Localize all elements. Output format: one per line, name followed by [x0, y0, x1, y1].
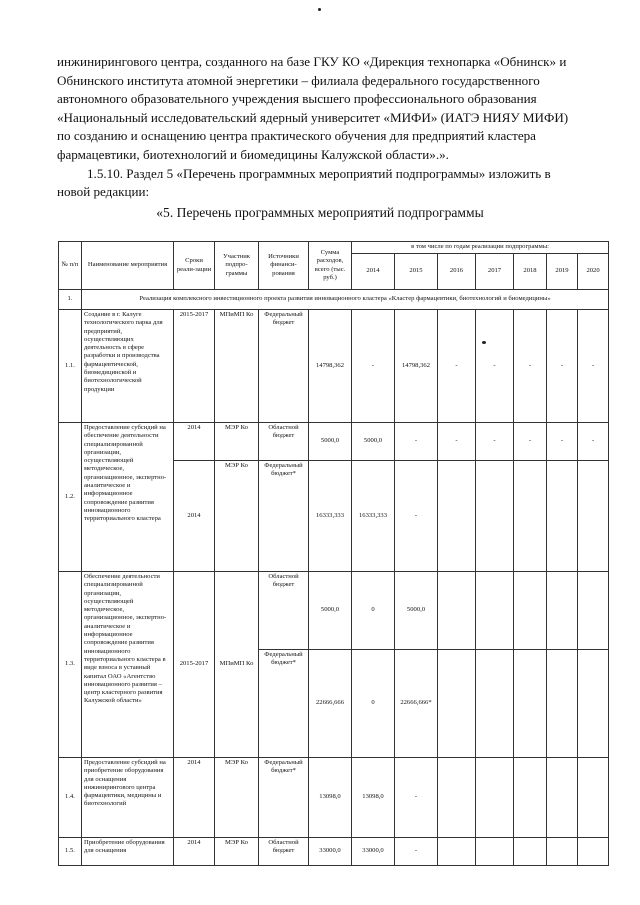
table-row [59, 572, 609, 650]
row-year-empty [547, 572, 578, 650]
header-term: Сроки реали-зации [174, 242, 215, 290]
row-year-value: - [352, 310, 395, 423]
row-term: 2015-2017 [174, 572, 215, 758]
row-participant: МПиМП Ко [215, 310, 259, 423]
row-year-value: - [578, 423, 609, 461]
row-year-value: - [476, 423, 514, 461]
row-year-empty [547, 650, 578, 758]
row-name: Приобретение оборудования для оснащения [82, 838, 174, 866]
row-year-empty [438, 572, 476, 650]
row-year-value: 5000,0 [395, 572, 438, 650]
row-year-value: - [395, 461, 438, 572]
row-num: 1.5. [59, 838, 82, 866]
row-year-empty [578, 838, 609, 866]
row-year-value: 13098,0 [352, 758, 395, 838]
row-num: 1.1. [59, 310, 82, 423]
row-source: Областной бюджет [259, 572, 309, 650]
row-year-value: 22666,666* [395, 650, 438, 758]
row-num: 1.2. [59, 423, 82, 572]
row-total: 5000,0 [309, 572, 352, 650]
header-year: 2014 [352, 254, 395, 290]
row-year-value: - [578, 310, 609, 423]
row-year-value: - [476, 310, 514, 423]
row-year-empty [578, 758, 609, 838]
row-year-empty [514, 572, 547, 650]
row-participant: МПиМП Ко [215, 572, 259, 758]
row-term: 2014 [174, 758, 215, 838]
row-year-empty [476, 758, 514, 838]
row-source: Федеральный бюджет* [259, 758, 309, 838]
row-year-empty [476, 461, 514, 572]
header-year: 2020 [578, 254, 609, 290]
table-row [59, 423, 609, 461]
row-name: Предоставление субсидий на приобретение оборудования для оснащения инжинирингового центра фармацевтики, медицины и биотехнологий [82, 758, 174, 838]
header-year: 2016 [438, 254, 476, 290]
header-participant: Участник подпро-граммы [215, 242, 259, 290]
row-name: Создание в г. Калуге технологического парка для предприятий, осуществляющих деятельность в сфере разработки и производства фармацевтической, биомедицинской и биотехнологической продукции [82, 310, 174, 423]
intro-line: инжинирингового центра, созданного на базе ГКУ КО «Дирекция технопарка «Обнинск» и [57, 54, 567, 69]
row-total: 5000,0 [309, 423, 352, 461]
row-year-empty [547, 461, 578, 572]
row-year-empty [438, 650, 476, 758]
intro-line: Обнинского института атомной энергетики – филиала федерального государственного [57, 72, 540, 88]
row-year-value: 14798,362 [395, 310, 438, 423]
row-source: Областной бюджет [259, 838, 309, 866]
row-source: Областной бюджет [259, 423, 309, 461]
header-num: № п/п [59, 242, 82, 290]
row-year-empty [476, 838, 514, 866]
row-name: Предоставление субсидий на обеспечение деятельности специализированной организации, осуществляющей методическое, организационное, экспертно-аналитическое и информационное сопровождение развития инновационного территориального кластера [82, 423, 174, 572]
intro-line: 1.5.10. Раздел 5 «Перечень программных мероприятий подпрограммы» изложить в [87, 165, 551, 181]
row-year-value: - [514, 310, 547, 423]
row-total: 16333,333 [309, 461, 352, 572]
header-year: 2017 [476, 254, 514, 290]
row-year-empty [438, 461, 476, 572]
row-year-empty [547, 838, 578, 866]
section-title: Реализация комплексного инвестиционного проекта развития инновационного кластера «Кластер фармацевтики, биотехнологий и биомедицины» [82, 290, 609, 310]
row-name: Обеспечение деятельности специализированной организации, осуществляющей методическое, организационное, экспертно-аналитическое и информационное сопровождение развития инновационного территориального кластера в виде взноса в уставный капитал ОАО «Агентство инновационного развития – центр кластерного развития Калужской области» [82, 572, 174, 758]
intro-line: новой редакции: [57, 184, 150, 200]
row-year-empty [514, 461, 547, 572]
row-year-value: - [547, 310, 578, 423]
row-year-value: - [547, 423, 578, 461]
row-year-value: - [395, 758, 438, 838]
pen-mark [482, 341, 486, 344]
row-year-empty [578, 650, 609, 758]
row-total: 33000,0 [309, 838, 352, 866]
row-year-empty [514, 758, 547, 838]
table-row [59, 310, 609, 423]
header-name: Наименование мероприятия [82, 242, 174, 290]
row-year-value: - [438, 423, 476, 461]
program-table [58, 241, 609, 866]
row-year-value: 16333,333 [352, 461, 395, 572]
row-year-value: 33000,0 [352, 838, 395, 866]
row-year-empty [578, 461, 609, 572]
row-num: 1.3. [59, 572, 82, 758]
header-source: Источники финанси-рования [259, 242, 309, 290]
row-total: 14798,362 [309, 310, 352, 423]
intro-text [57, 53, 605, 202]
row-year-value: - [514, 423, 547, 461]
row-year-value: 0 [352, 572, 395, 650]
header-year: 2019 [547, 254, 578, 290]
table-row [59, 758, 609, 838]
header-year: 2015 [395, 254, 438, 290]
row-num: 1.4. [59, 758, 82, 838]
row-year-value: 5000,0 [352, 423, 395, 461]
row-source: Федеральный бюджет* [259, 650, 309, 758]
section-heading: «5. Перечень программных мероприятий подпрограммы [156, 205, 484, 220]
row-source: Федеральный бюджет [259, 310, 309, 423]
table-row [59, 838, 609, 866]
row-participant: МЭР Ко [215, 423, 259, 461]
intro-line: фармацевтики, биотехнологий и биомедицины Калужской области».». [57, 146, 449, 162]
table-header-row [59, 242, 609, 254]
row-year-value: - [395, 838, 438, 866]
header-year: 2018 [514, 254, 547, 290]
row-year-empty [547, 758, 578, 838]
row-year-empty [438, 838, 476, 866]
intro-line: по созданию и оснащению центра практического обучения для предприятий кластера [57, 128, 536, 144]
header-total: Сумма расходов, всего (тыс. руб.) [309, 242, 352, 290]
row-participant: МЭР Ко [215, 461, 259, 572]
intro-line: автономного образовательного учреждения высшего профессионального образования [57, 91, 537, 107]
row-year-empty [476, 650, 514, 758]
row-year-empty [438, 758, 476, 838]
row-year-value: - [438, 310, 476, 423]
row-participant: МЭР Ко [215, 838, 259, 866]
row-year-empty [514, 650, 547, 758]
row-year-empty [476, 572, 514, 650]
row-num: 1. [59, 290, 82, 310]
row-participant: МЭР Ко [215, 758, 259, 838]
row-source: Федеральный бюджет* [259, 461, 309, 572]
scan-speck [318, 8, 321, 11]
row-term: 2015-2017 [174, 310, 215, 423]
table-row [59, 290, 609, 310]
intro-line: «Национальный исследовательский ядерный университет «МИФИ» (ИАТЭ НИЯУ МИФИ) [57, 109, 569, 125]
row-term: 2014 [174, 423, 215, 461]
row-total: 22666,666 [309, 650, 352, 758]
header-by-year: в том числе по годам реализации подпрограммы: [352, 242, 609, 254]
row-total: 13098,0 [309, 758, 352, 838]
row-term: 2014 [174, 838, 215, 866]
row-year-empty [578, 572, 609, 650]
row-year-value: 0 [352, 650, 395, 758]
row-year-empty [514, 838, 547, 866]
row-year-value: - [395, 423, 438, 461]
row-term: 2014 [174, 461, 215, 572]
